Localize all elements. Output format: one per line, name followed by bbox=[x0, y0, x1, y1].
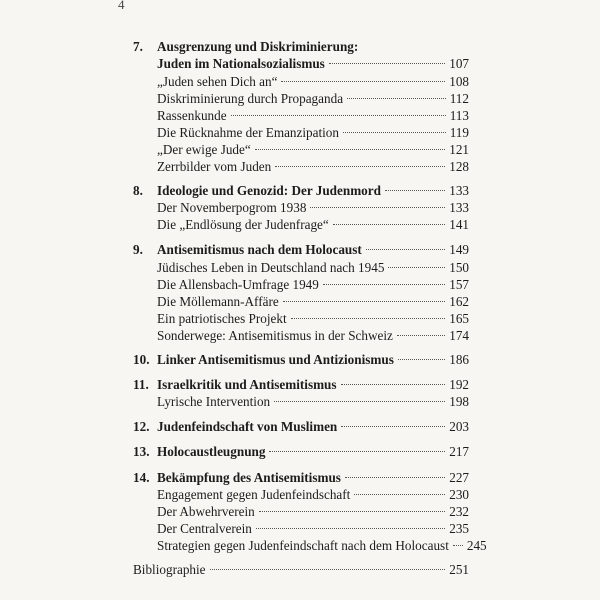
toc-entry bbox=[157, 537, 487, 555]
entry-title: Sonderwege: Antisemitismus in der Schweiz bbox=[157, 328, 393, 343]
entry-title: Die Allensbach-Umfrage 1949 bbox=[157, 277, 319, 292]
dot-leader bbox=[274, 401, 445, 402]
entry-title: Ideologie und Genozid: Der Judenmord bbox=[157, 183, 381, 198]
dot-leader bbox=[329, 63, 445, 64]
dot-leader bbox=[354, 494, 445, 495]
dot-leader bbox=[269, 451, 445, 452]
dot-leader bbox=[341, 426, 445, 427]
page-number: 162 bbox=[449, 294, 469, 309]
entry-title: „Der ewige Jude“ bbox=[157, 142, 251, 157]
dot-leader bbox=[255, 149, 445, 150]
page-number: 227 bbox=[449, 470, 469, 485]
toc-entry bbox=[157, 276, 469, 294]
toc-entry bbox=[157, 90, 469, 108]
toc-entry bbox=[157, 73, 469, 91]
page-number: 121 bbox=[449, 142, 469, 157]
dot-leader bbox=[291, 318, 446, 319]
entry-title: Antisemitismus nach dem Holocaust bbox=[157, 242, 362, 257]
page-number: 186 bbox=[449, 352, 469, 367]
toc-entry bbox=[133, 376, 469, 394]
page-number: 112 bbox=[449, 91, 469, 106]
page-number: 133 bbox=[449, 200, 469, 215]
entry-title: Zerrbilder vom Juden bbox=[157, 159, 272, 174]
toc-entry bbox=[157, 259, 469, 277]
page-number: 157 bbox=[449, 277, 469, 292]
page-number: 149 bbox=[449, 242, 469, 257]
dot-leader bbox=[256, 528, 445, 529]
chapter-number: 12. bbox=[133, 419, 150, 434]
page-number: 119 bbox=[449, 125, 469, 140]
entry-title: Bibliographie bbox=[133, 562, 206, 577]
dot-leader bbox=[259, 511, 445, 512]
toc-entry bbox=[133, 561, 469, 579]
entry-title: Engagement gegen Judenfeindschaft bbox=[157, 487, 351, 502]
dot-leader bbox=[453, 545, 463, 546]
page-corner-mark: 4 bbox=[118, 0, 125, 12]
toc-entry bbox=[133, 241, 469, 259]
entry-title: Die Rücknahme der Emanzipation bbox=[157, 125, 339, 140]
page-number: 230 bbox=[449, 487, 469, 502]
page-number: 203 bbox=[449, 419, 469, 434]
page-number: 113 bbox=[449, 108, 469, 123]
toc-entry bbox=[157, 124, 469, 142]
dot-leader bbox=[343, 132, 446, 133]
toc-entry bbox=[157, 199, 469, 217]
dot-leader bbox=[281, 81, 445, 82]
dot-leader bbox=[210, 569, 446, 570]
dot-leader bbox=[398, 359, 445, 360]
entry-title: Ein patriotisches Projekt bbox=[157, 311, 287, 326]
toc-entry bbox=[133, 182, 469, 200]
page-number: 198 bbox=[449, 394, 469, 409]
toc-entry bbox=[133, 418, 469, 436]
page-number: 192 bbox=[449, 377, 469, 392]
toc-entry bbox=[133, 351, 469, 369]
toc-entry bbox=[157, 486, 469, 504]
dot-leader bbox=[385, 190, 445, 191]
entry-title: Der Novemberpogrom 1938 bbox=[157, 200, 307, 215]
toc-entry bbox=[133, 469, 469, 487]
dot-leader bbox=[283, 301, 446, 302]
toc-entry bbox=[157, 141, 469, 159]
entry-title: Israelkritik und Antisemitismus bbox=[157, 377, 337, 392]
page-number: 133 bbox=[449, 183, 469, 198]
toc-entry bbox=[157, 55, 469, 73]
entry-title: Strategien gegen Judenfeindschaft nach dem Holocaust bbox=[157, 538, 449, 553]
page-number: 245 bbox=[466, 538, 487, 553]
dot-leader bbox=[347, 98, 446, 99]
entry-title: Rassenkunde bbox=[157, 108, 227, 123]
dot-leader bbox=[323, 284, 445, 285]
page-number: 165 bbox=[449, 311, 469, 326]
entry-title: Die Möllemann-Affäre bbox=[157, 294, 279, 309]
page-number: 128 bbox=[449, 159, 469, 174]
entry-title: Die „Endlösung der Judenfrage“ bbox=[157, 217, 329, 232]
dot-leader bbox=[275, 166, 445, 167]
entry-title: Judenfeindschaft von Muslimen bbox=[157, 419, 338, 434]
page-number: 217 bbox=[449, 444, 469, 459]
page-number: 107 bbox=[449, 56, 469, 71]
dot-leader bbox=[341, 384, 446, 385]
chapter-number: 8. bbox=[133, 183, 143, 198]
chapter-number: 14. bbox=[133, 470, 150, 485]
chapter-number: 11. bbox=[133, 377, 149, 392]
page-number: 174 bbox=[449, 328, 469, 343]
page-number: 232 bbox=[449, 504, 469, 519]
entry-title: Holocaustleugnung bbox=[157, 444, 266, 459]
page-number: 251 bbox=[449, 562, 469, 577]
entry-title: „Juden sehen Dich an“ bbox=[157, 74, 278, 89]
toc-entry bbox=[157, 216, 469, 234]
entry-title: Diskriminierung durch Propaganda bbox=[157, 91, 344, 106]
entry-title: Der Centralverein bbox=[157, 521, 252, 536]
entry-title: Jüdisches Leben in Deutschland nach 1945 bbox=[157, 260, 385, 275]
chapter-number: 7. bbox=[133, 39, 143, 54]
toc-entry bbox=[157, 293, 469, 311]
toc-entry bbox=[133, 38, 469, 56]
chapter-number: 10. bbox=[133, 352, 150, 367]
toc-entry bbox=[157, 393, 469, 411]
toc-entry bbox=[157, 503, 469, 521]
dot-leader bbox=[310, 207, 445, 208]
entry-title: Bekämpfung des Antisemitismus bbox=[157, 470, 341, 485]
dot-leader bbox=[333, 224, 445, 225]
chapter-number: 13. bbox=[133, 444, 150, 459]
page-number: 141 bbox=[449, 217, 469, 232]
dot-leader bbox=[366, 249, 445, 250]
toc-entry bbox=[157, 158, 469, 176]
entry-title: Juden im Nationalsozialismus bbox=[157, 56, 325, 71]
dot-leader bbox=[397, 335, 445, 336]
toc-entry bbox=[157, 310, 469, 328]
entry-title: Ausgrenzung und Diskriminierung: bbox=[157, 39, 359, 54]
dot-leader bbox=[388, 267, 445, 268]
dot-leader bbox=[231, 115, 446, 116]
entry-title: Der Abwehrverein bbox=[157, 504, 255, 519]
toc-entry bbox=[157, 327, 469, 345]
entry-title: Lyrische Intervention bbox=[157, 394, 271, 409]
toc-entry bbox=[157, 520, 469, 538]
page-number: 235 bbox=[449, 521, 469, 536]
entry-title: Linker Antisemitismus und Antizionismus bbox=[157, 352, 394, 367]
chapter-number: 9. bbox=[133, 242, 143, 257]
toc-entry bbox=[133, 443, 469, 461]
page-number: 150 bbox=[449, 260, 469, 275]
dot-leader bbox=[345, 477, 445, 478]
toc-entry bbox=[157, 107, 469, 125]
page-number: 108 bbox=[449, 74, 469, 89]
